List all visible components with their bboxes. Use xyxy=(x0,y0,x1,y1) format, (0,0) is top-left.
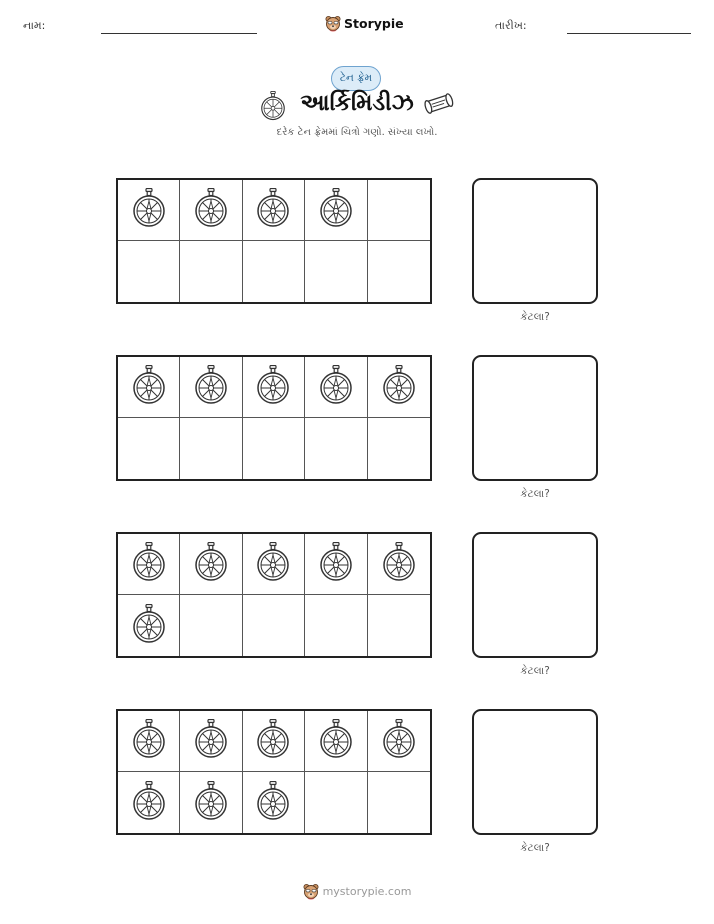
ten-frame-cell xyxy=(243,595,305,656)
ten-frame-cell xyxy=(243,711,305,772)
ten-frame-cell xyxy=(368,418,430,479)
ten-frame-cell xyxy=(180,772,242,833)
answer-box-2[interactable] xyxy=(472,355,598,481)
ten-frame-cell xyxy=(243,180,305,241)
answer-label-4: કેટલા? xyxy=(520,842,550,854)
answer-box-1[interactable] xyxy=(472,178,598,304)
ten-frame-cell xyxy=(180,711,242,772)
scroll-icon xyxy=(423,93,455,119)
answer-label-3: કેટલા? xyxy=(520,665,550,677)
ten-frame-cell xyxy=(180,418,242,479)
ten-frame-cell xyxy=(118,241,180,302)
compass-icon xyxy=(131,781,167,825)
ten-frame-cell xyxy=(243,241,305,302)
ten-frame-cell xyxy=(243,772,305,833)
footer xyxy=(0,883,714,900)
ten-frame-cell xyxy=(368,357,430,418)
date-line[interactable] xyxy=(567,33,691,34)
ten-frame-cell xyxy=(305,241,367,302)
ten-frame-3 xyxy=(116,532,432,658)
ten-frame-cell xyxy=(305,418,367,479)
compass-icon xyxy=(255,781,291,825)
compass-icon xyxy=(381,542,417,586)
bear-mascot-icon xyxy=(325,15,341,32)
compass-icon xyxy=(193,365,229,409)
ten-frame-cell xyxy=(118,711,180,772)
compass-icon xyxy=(131,604,167,648)
compass-icon xyxy=(318,719,354,763)
compass-icon xyxy=(255,188,291,232)
compass-icon xyxy=(255,365,291,409)
answer-label-2: કેટલા? xyxy=(520,488,550,500)
ten-frame-cell xyxy=(118,595,180,656)
compass-icon xyxy=(255,719,291,763)
answer-label-1: કેટલા? xyxy=(520,311,550,323)
compass-icon xyxy=(255,542,291,586)
compass-icon xyxy=(381,719,417,763)
compass-icon xyxy=(318,365,354,409)
ten-frame-4 xyxy=(116,709,432,835)
date-label: તારીખ: xyxy=(495,19,527,32)
compass-icon xyxy=(131,719,167,763)
ten-frame-cell xyxy=(305,180,367,241)
bear-mascot-icon xyxy=(303,883,319,900)
name-label: નામ: xyxy=(23,19,46,32)
footer-url[interactable]: mystorypie.com xyxy=(322,885,412,898)
compass-icon xyxy=(131,542,167,586)
compass-icon xyxy=(318,542,354,586)
compass-icon xyxy=(381,365,417,409)
ten-frame-cell xyxy=(243,534,305,595)
ten-frame-cell xyxy=(118,357,180,418)
ten-frame-1 xyxy=(116,178,432,304)
worksheet-title: આર્કિમિડીઝ xyxy=(300,90,414,116)
instructions: દરેક ટેન ફ્રેમમાં ચિત્રો ગણો. સંખ્યા લખો. xyxy=(276,127,438,138)
compass-icon xyxy=(193,719,229,763)
compass-icon xyxy=(131,365,167,409)
ten-frame-cell xyxy=(368,772,430,833)
ten-frame-cell xyxy=(180,595,242,656)
compass-icon xyxy=(131,188,167,232)
ten-frame-cell xyxy=(180,241,242,302)
answer-box-3[interactable] xyxy=(472,532,598,658)
name-line[interactable] xyxy=(101,33,257,34)
compass-icon xyxy=(193,542,229,586)
ten-frame-cell xyxy=(180,357,242,418)
brand-name: Storypie xyxy=(344,15,404,31)
compass-icon xyxy=(193,781,229,825)
ten-frame-cell xyxy=(368,711,430,772)
brand-logo xyxy=(325,13,404,33)
ten-frame-cell xyxy=(305,595,367,656)
compass-icon xyxy=(318,188,354,232)
ten-frame-cell xyxy=(243,357,305,418)
ten-frame-2 xyxy=(116,355,432,481)
ten-frame-cell xyxy=(305,534,367,595)
ten-frame-cell xyxy=(368,241,430,302)
worksheet-type-badge: ટેન ફ્રેમ xyxy=(331,66,381,91)
ten-frame-cell xyxy=(180,534,242,595)
answer-box-4[interactable] xyxy=(472,709,598,835)
ten-frame-cell xyxy=(368,534,430,595)
ten-frame-cell xyxy=(368,180,430,241)
ten-frame-cell xyxy=(368,595,430,656)
ten-frame-cell xyxy=(180,180,242,241)
ten-frame-cell xyxy=(243,418,305,479)
ten-frame-cell xyxy=(118,772,180,833)
ten-frame-cell xyxy=(118,534,180,595)
ten-frame-cell xyxy=(118,180,180,241)
ten-frame-cell xyxy=(305,357,367,418)
ten-frame-cell xyxy=(118,418,180,479)
ten-frame-cell xyxy=(305,772,367,833)
ten-frame-cell xyxy=(305,711,367,772)
compass-icon xyxy=(193,188,229,232)
